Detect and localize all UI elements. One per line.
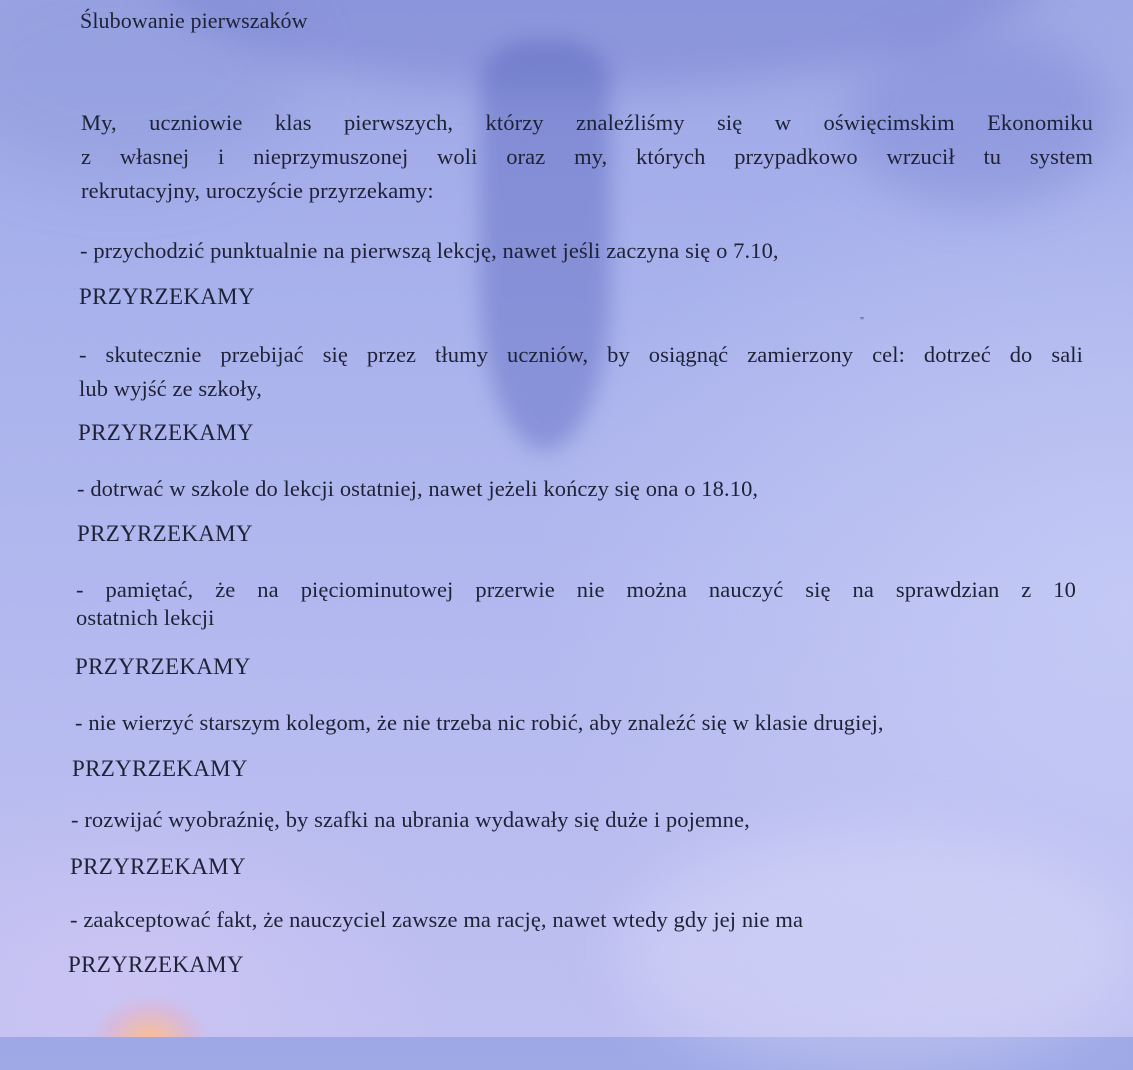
pledge-1-response: PRZYRZEKAMY	[79, 284, 255, 309]
pledge-2-line-2: lub wyjść ze szkoły,	[79, 376, 262, 401]
pledge-1-line-1: - przychodzić punktualnie na pierwszą lekcję, nawet jeśli zaczyna się o 7.10,	[80, 238, 779, 263]
pledge-2-response: PRZYRZEKAMY	[78, 420, 254, 445]
pledge-4-response: PRZYRZEKAMY	[75, 654, 251, 679]
pledge-7-response: PRZYRZEKAMY	[68, 952, 244, 977]
intro-line-1: My, uczniowie klas pierwszych, którzy znaleźliśmy się w oświęcimskim Ekonomiku	[81, 110, 1093, 135]
intro-line-2: z własnej i nieprzymuszonej woli oraz my, których przypadkowo wrzucił tu system	[81, 144, 1093, 169]
stray-mark: "	[860, 316, 865, 327]
pledge-5-response: PRZYRZEKAMY	[72, 756, 248, 781]
pledge-6-line-1: - rozwijać wyobraźnię, by szafki na ubrania wydawały się duże i pojemne,	[71, 807, 750, 832]
pledge-7-line-1: - zaakceptować fakt, że nauczyciel zawsze ma rację, nawet wtedy gdy jej nie ma	[70, 907, 804, 932]
pledge-2-line-1: - skutecznie przebijać się przez tłumy uczniów, by osiągnąć zamierzony cel: dotrzeć do sali	[79, 342, 1083, 367]
pledge-3-response: PRZYRZEKAMY	[77, 521, 253, 546]
document-title: Ślubowanie pierwszaków	[80, 8, 308, 33]
pledge-6-response: PRZYRZEKAMY	[70, 854, 246, 879]
pledge-4-line-2: ostatnich lekcji	[76, 605, 215, 630]
pledge-5-line-1: - nie wierzyć starszym kolegom, że nie trzeba nic robić, aby znaleźć się w klasie drugiej,	[75, 710, 884, 735]
intro-line-3: rekrutacyjny, uroczyście przyrzekamy:	[81, 178, 434, 203]
pledge-3-line-1: - dotrwać w szkole do lekcji ostatniej, nawet jeżeli kończy się ona o 18.10,	[77, 476, 759, 501]
pledge-4-line-1: - pamiętać, że na pięciominutowej przerwie nie można nauczyć się na sprawdzian z 10	[76, 577, 1076, 602]
